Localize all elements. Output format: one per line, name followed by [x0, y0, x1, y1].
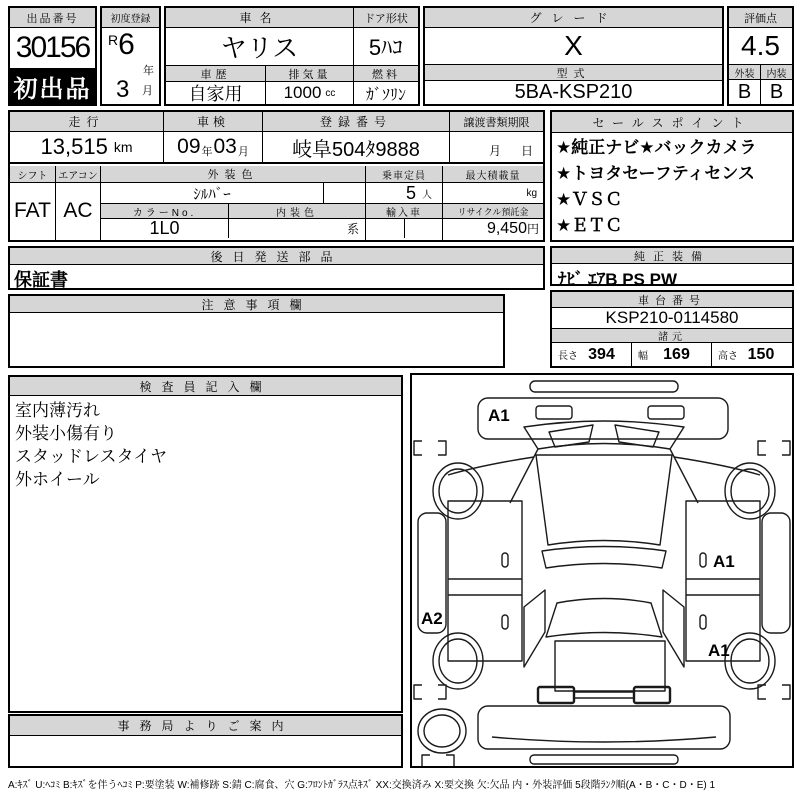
- damage-mark-left-side: A2: [421, 609, 443, 628]
- color-no-label: カラーNo.: [101, 204, 229, 218]
- car-name-section: [164, 6, 420, 106]
- displacement-value: 1000: [283, 83, 322, 102]
- registration-table: [8, 110, 545, 242]
- car-top-view-diagram: [412, 375, 792, 766]
- shipping-parts-label: 後日発送部品: [10, 248, 543, 265]
- equipment-label: 純正装備: [552, 248, 792, 264]
- damage-mark-right-rear: A1: [708, 641, 730, 660]
- era-letter: R: [108, 32, 119, 48]
- reg-month-unit: 月: [142, 85, 153, 97]
- transfer-docs-label: 譲渡書類期限: [450, 112, 543, 132]
- equipment-section: [550, 246, 794, 289]
- office-info-value: [10, 736, 401, 740]
- color-no-value: 1L0: [101, 219, 229, 238]
- specs-label: 諸元: [552, 329, 792, 343]
- inspector-note-line: 室内薄汚れ: [15, 401, 100, 420]
- sales-points-section: [550, 110, 794, 242]
- score-section: [727, 6, 794, 106]
- inspector-notes-label: 検査員記入欄: [10, 377, 401, 396]
- score-label: 評価点: [729, 8, 792, 28]
- sales-point-line: ★純正ナビ★バックカメラ: [556, 138, 757, 157]
- reg-month: 3: [116, 76, 130, 103]
- fuel-label: 燃料: [354, 65, 418, 82]
- model-code-label: 型式: [425, 64, 722, 81]
- aircon-label: エアコン: [56, 166, 100, 183]
- registration-number: 岐阜504ﾀ9888: [263, 132, 450, 162]
- legend-line: A:ｷｽﾞ U:ﾍｺﾐ B:ｷｽﾞを伴うﾍｺﾐ P:要塗装 W:補修跡 S:錆 C:腐食、穴 G:ﾌﾛﾝﾄｶﾞﾗｽ点ｷｽﾞ XX:交換済み X:要交換 欠:欠品 内・外装評価 5段階ﾗﾝｸ順(A・B・C・D・E) 1: [8, 780, 716, 791]
- exterior-grade: B: [729, 80, 761, 104]
- auction-number: 30156: [15, 31, 90, 64]
- inspection-year: 09: [177, 135, 201, 158]
- sales-points-label: セールスポイント: [552, 112, 792, 133]
- sales-point-line: ★トヨタセーフティセンス: [556, 164, 755, 183]
- office-info-label: 事務局よりご案内: [10, 716, 401, 736]
- notes-label: 注意事項欄: [10, 296, 503, 313]
- damage-diagram-section: [410, 373, 794, 768]
- auction-number-label: 出品番号: [10, 8, 95, 28]
- reg-year: 6: [118, 28, 135, 61]
- history-label: 車歴: [166, 65, 266, 82]
- model-code: 5BA-KSP210: [514, 81, 633, 103]
- inspection-month: 03: [213, 135, 237, 158]
- first-registration-section: [100, 6, 161, 106]
- exterior-color-extra-cell: [324, 183, 365, 203]
- interior-grade: B: [769, 80, 784, 103]
- inspection-year-unit: 年: [201, 146, 213, 158]
- inspector-notes-section: [8, 375, 403, 713]
- width-value: 169: [663, 345, 690, 363]
- mileage-label: 走行: [10, 112, 164, 132]
- recycle-label: リサイクル預託金: [443, 204, 543, 219]
- first-listing-badge: 初出品: [10, 68, 95, 104]
- interior-label: 内装: [761, 65, 792, 80]
- notes-section: [8, 294, 505, 368]
- inspection-label: 車検: [164, 112, 263, 132]
- grade-value: X: [564, 30, 583, 61]
- length-label: 長さ: [558, 351, 578, 362]
- inspector-note-line: 外ホイール: [15, 470, 100, 489]
- equipment-value: ﾅﾋﾞ ｴｱB PS PW: [558, 270, 678, 289]
- shift-label: シフト: [10, 166, 55, 183]
- max-load-label: 最大積載量: [443, 166, 543, 183]
- door-shape-label: ドア形状: [354, 8, 418, 28]
- import-car-cell-1: [366, 219, 405, 238]
- reg-year-unit: 年: [143, 65, 154, 77]
- capacity-label: 乗車定員: [366, 166, 442, 183]
- displacement-unit: cc: [325, 87, 336, 99]
- sales-point-line: ★ＥＴＣ: [556, 216, 623, 235]
- length-value: 394: [588, 345, 615, 363]
- sales-point-line: ★ＶＳＣ: [556, 190, 623, 209]
- shipping-parts-value: 保証書: [14, 270, 68, 290]
- car-name: ヤリス: [166, 28, 354, 65]
- import-car-cell-2: [405, 219, 443, 238]
- transfer-month-unit: 月: [488, 144, 501, 158]
- shipping-parts-section: [8, 246, 545, 290]
- grade-label: グレード: [425, 8, 722, 28]
- car-name-label: 車名: [166, 8, 354, 28]
- score-value: 4.5: [741, 30, 780, 61]
- import-car-label: 輸入車: [366, 204, 442, 219]
- interior-color-label: 内装色: [229, 204, 365, 218]
- notes-value: [10, 313, 503, 317]
- inspector-note-line: 外装小傷有り: [15, 424, 117, 443]
- fuel-value: ｶﾞｿﾘﾝ: [365, 86, 406, 104]
- history-value: 自家用: [166, 82, 266, 104]
- exterior-label: 外装: [729, 65, 761, 80]
- exterior-color-label: 外装色: [101, 166, 365, 183]
- first-registration-label: 初度登録: [102, 8, 159, 28]
- max-load-unit: kg: [526, 187, 537, 199]
- inspection-month-unit: 月: [237, 146, 249, 158]
- recycle-unit: 円: [526, 222, 539, 236]
- damage-mark-front-bumper: A1: [488, 406, 510, 425]
- height-value: 150: [747, 345, 775, 363]
- aircon-value: AC: [63, 198, 93, 222]
- office-info-section: [8, 714, 403, 768]
- chassis-number-label: 車台番号: [552, 292, 792, 308]
- chassis-section: [550, 290, 794, 368]
- height-label: 高さ: [718, 351, 738, 362]
- exterior-color-value: ｼﾙﾊﾞｰ: [101, 183, 324, 203]
- width-label: 幅: [638, 351, 648, 362]
- recycle-value: 9,450: [486, 219, 527, 237]
- auction-number-section: [8, 6, 97, 106]
- damage-mark-right-door: A1: [713, 552, 735, 571]
- registration-number-label: 登録番号: [263, 112, 450, 132]
- inspector-note-line: スタッドレスタイヤ: [15, 447, 168, 466]
- chassis-number: KSP210-0114580: [552, 308, 792, 329]
- interior-color-suffix: 系: [346, 222, 359, 236]
- displacement-label: 排気量: [266, 65, 354, 82]
- mileage-value: 13,515: [40, 134, 108, 159]
- shift-value: FAT: [14, 198, 51, 222]
- grade-section: [423, 6, 724, 106]
- capacity-unit: 人: [422, 189, 432, 201]
- door-shape: 5ﾊｺ: [368, 35, 404, 60]
- mileage-unit: km: [113, 139, 133, 155]
- transfer-day-unit: 日: [520, 144, 533, 158]
- capacity-value: 5: [405, 182, 416, 203]
